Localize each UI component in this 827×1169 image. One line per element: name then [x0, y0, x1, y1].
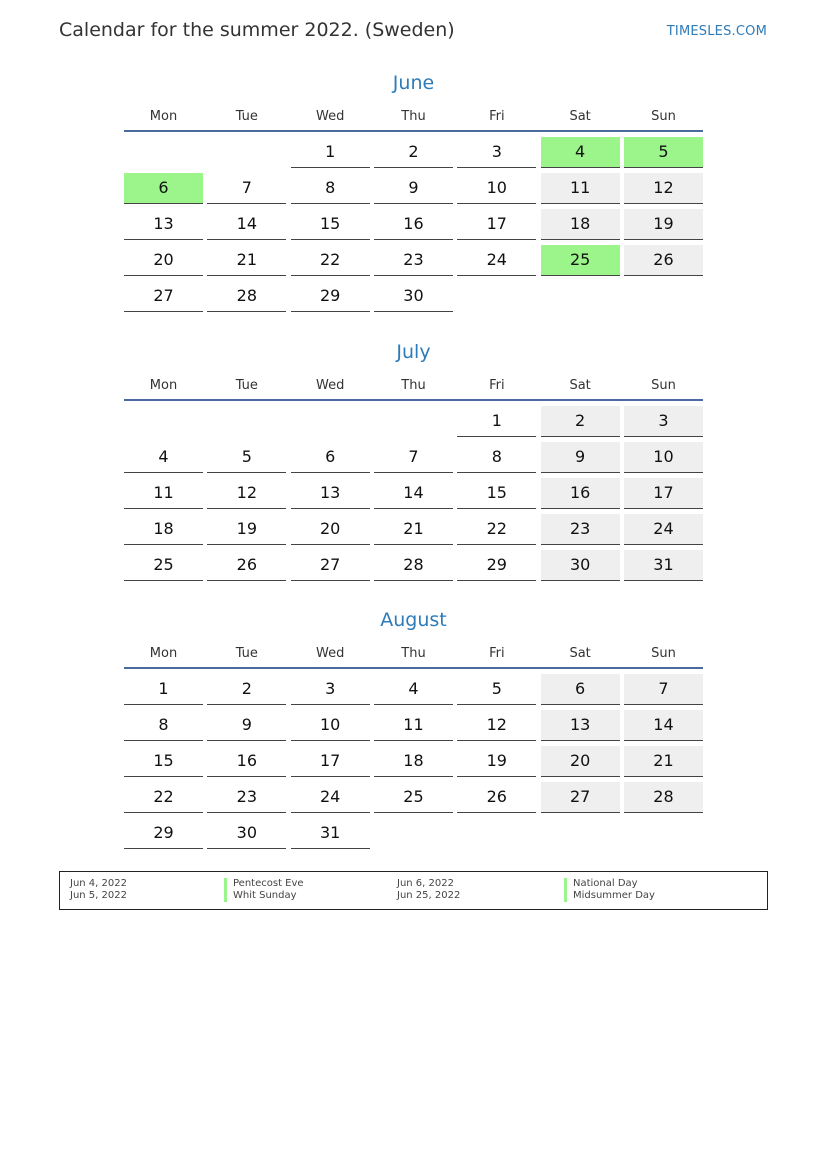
day-cell: 30: [541, 550, 620, 581]
weekday-label: Wed: [315, 109, 345, 124]
empty-day-cell: [291, 406, 370, 436]
day-cell: 15: [124, 746, 203, 777]
legend-date: Jun 4, 2022: [70, 878, 127, 889]
day-cell: 31: [291, 818, 370, 849]
weekday-label: Sat: [569, 378, 591, 393]
day-cell: 28: [624, 782, 703, 813]
day-cell: 18: [124, 514, 203, 545]
day-cell: 5: [624, 137, 703, 168]
day-cell: 29: [124, 818, 203, 849]
weekday-label: Thu: [401, 378, 426, 393]
day-cell: 7: [624, 674, 703, 705]
week-row: [124, 674, 703, 705]
day-cell: 24: [457, 245, 536, 276]
day-cell: 15: [291, 209, 370, 240]
week-row: [124, 281, 703, 312]
day-cell: 11: [374, 710, 453, 741]
day-cell: 17: [291, 746, 370, 777]
day-cell: 31: [624, 550, 703, 581]
day-cell: 2: [207, 674, 286, 705]
day-cell: 7: [374, 442, 453, 473]
day-cell: 27: [541, 782, 620, 813]
day-cell: 21: [207, 245, 286, 276]
week-row: [124, 478, 703, 509]
day-cell: 12: [457, 710, 536, 741]
weekday-label: Fri: [489, 378, 505, 393]
day-cell: 10: [457, 173, 536, 204]
day-cell: 14: [207, 209, 286, 240]
day-cell: 4: [374, 674, 453, 705]
month-august: [124, 607, 703, 854]
weekday-label: Fri: [489, 646, 505, 661]
week-row: [124, 442, 703, 473]
day-cell: 23: [541, 514, 620, 545]
weekday-label: Fri: [489, 109, 505, 124]
empty-day-cell: [124, 406, 203, 436]
month-title: June: [392, 72, 435, 94]
day-cell: 19: [457, 746, 536, 777]
day-cell: 10: [624, 442, 703, 473]
day-cell: 21: [374, 514, 453, 545]
day-cell: 5: [457, 674, 536, 705]
weekday-label: Tue: [235, 378, 258, 393]
day-cell: 29: [291, 281, 370, 312]
day-cell: 17: [624, 478, 703, 509]
day-cell: 3: [624, 406, 703, 437]
day-cell: 15: [457, 478, 536, 509]
legend-holiday-name: Midsummer Day: [564, 890, 655, 902]
legend-date: Jun 5, 2022: [70, 890, 127, 901]
day-cell: 23: [374, 245, 453, 276]
empty-day-cell: [207, 406, 286, 436]
weekday-label: Mon: [149, 378, 178, 393]
legend-date: Jun 6, 2022: [397, 878, 454, 889]
legend-holiday-name: National Day: [564, 878, 655, 890]
legend-names-col-2: [564, 878, 655, 902]
weekday-label: Sun: [651, 646, 676, 661]
day-cell: 6: [291, 442, 370, 473]
day-cell: 23: [207, 782, 286, 813]
legend-date: Jun 25, 2022: [397, 890, 461, 901]
day-cell: 13: [124, 209, 203, 240]
day-cell: 21: [624, 746, 703, 777]
weekday-label: Wed: [315, 646, 345, 661]
day-cell: 14: [374, 478, 453, 509]
week-row: [124, 406, 703, 437]
day-cell: 20: [291, 514, 370, 545]
day-cell: 16: [374, 209, 453, 240]
week-row: [124, 710, 703, 741]
brand-link[interactable]: TIMESLES.COM: [666, 24, 767, 39]
legend-holiday-name: Whit Sunday: [224, 890, 304, 902]
holiday-legend: [59, 871, 768, 910]
day-cell: 2: [374, 137, 453, 168]
month-title: July: [396, 341, 431, 363]
day-cell: 4: [124, 442, 203, 473]
weekday-label: Mon: [149, 109, 178, 124]
empty-day-cell: [541, 281, 620, 311]
month-title: August: [380, 609, 447, 631]
day-cell: 22: [457, 514, 536, 545]
weeks: [124, 132, 703, 312]
legend-dates-col-2: [397, 878, 460, 902]
day-cell: 29: [457, 550, 536, 581]
day-cell: 20: [124, 245, 203, 276]
empty-day-cell: [374, 406, 453, 436]
day-cell: 30: [374, 281, 453, 312]
page-title: Calendar for the summer 2022. (Sweden): [59, 19, 455, 41]
empty-day-cell: [124, 137, 203, 167]
day-cell: 20: [541, 746, 620, 777]
week-row: [124, 550, 703, 581]
day-cell: 16: [541, 478, 620, 509]
weekday-label: Mon: [149, 646, 178, 661]
day-cell: 26: [207, 550, 286, 581]
day-cell: 25: [124, 550, 203, 581]
weekday-label: Sat: [569, 646, 591, 661]
day-cell: 3: [457, 137, 536, 168]
day-cell: 18: [374, 746, 453, 777]
weekday-label: Thu: [401, 646, 426, 661]
day-cell: 19: [624, 209, 703, 240]
day-cell: 30: [207, 818, 286, 849]
day-cell: 2: [541, 406, 620, 437]
weekday-label: Thu: [401, 109, 426, 124]
weeks: [124, 401, 703, 581]
day-cell: 5: [207, 442, 286, 473]
day-cell: 11: [541, 173, 620, 204]
day-cell: 24: [624, 514, 703, 545]
empty-day-cell: [457, 281, 536, 311]
day-cell: 8: [124, 710, 203, 741]
day-cell: 6: [541, 674, 620, 705]
week-row: [124, 514, 703, 545]
day-cell: 9: [207, 710, 286, 741]
day-cell: 9: [541, 442, 620, 473]
weekday-header: [124, 108, 703, 132]
legend-holiday-name: Pentecost Eve: [224, 878, 304, 890]
week-row: [124, 245, 703, 276]
weekday-label: Tue: [235, 646, 258, 661]
legend-names-col-1: [224, 878, 304, 902]
legend-dates-col-1: [70, 878, 127, 902]
week-row: [124, 782, 703, 813]
weekday-label: Sun: [651, 109, 676, 124]
month-june: [124, 70, 703, 317]
day-cell: 1: [124, 674, 203, 705]
day-cell: 28: [374, 550, 453, 581]
day-cell: 16: [207, 746, 286, 777]
weekday-header: [124, 645, 703, 669]
day-cell: 25: [541, 245, 620, 276]
empty-day-cell: [207, 137, 286, 167]
week-row: [124, 746, 703, 777]
week-row: [124, 818, 703, 849]
day-cell: 28: [207, 281, 286, 312]
day-cell: 24: [291, 782, 370, 813]
day-cell: 13: [541, 710, 620, 741]
day-cell: 27: [124, 281, 203, 312]
day-cell: 13: [291, 478, 370, 509]
day-cell: 26: [457, 782, 536, 813]
day-cell: 10: [291, 710, 370, 741]
week-row: [124, 137, 703, 168]
day-cell: 3: [291, 674, 370, 705]
day-cell: 4: [541, 137, 620, 168]
day-cell: 8: [291, 173, 370, 204]
day-cell: 25: [374, 782, 453, 813]
day-cell: 18: [541, 209, 620, 240]
weekday-label: Wed: [315, 378, 345, 393]
day-cell: 11: [124, 478, 203, 509]
day-cell: 1: [457, 406, 536, 437]
empty-day-cell: [624, 281, 703, 311]
weeks: [124, 669, 703, 849]
empty-day-cell: [374, 818, 453, 848]
week-row: [124, 209, 703, 240]
day-cell: 19: [207, 514, 286, 545]
weekday-label: Tue: [235, 109, 258, 124]
day-cell: 9: [374, 173, 453, 204]
day-cell: 27: [291, 550, 370, 581]
day-cell: 22: [291, 245, 370, 276]
week-row: [124, 173, 703, 204]
day-cell: 14: [624, 710, 703, 741]
empty-day-cell: [624, 818, 703, 848]
weekday-header: [124, 377, 703, 401]
month-july: [124, 339, 703, 586]
day-cell: 12: [624, 173, 703, 204]
empty-day-cell: [457, 818, 536, 848]
day-cell: 22: [124, 782, 203, 813]
day-cell: 8: [457, 442, 536, 473]
day-cell: 17: [457, 209, 536, 240]
weekday-label: Sat: [569, 109, 591, 124]
day-cell: 6: [124, 173, 203, 204]
day-cell: 26: [624, 245, 703, 276]
day-cell: 1: [291, 137, 370, 168]
empty-day-cell: [541, 818, 620, 848]
day-cell: 7: [207, 173, 286, 204]
weekday-label: Sun: [651, 378, 676, 393]
day-cell: 12: [207, 478, 286, 509]
